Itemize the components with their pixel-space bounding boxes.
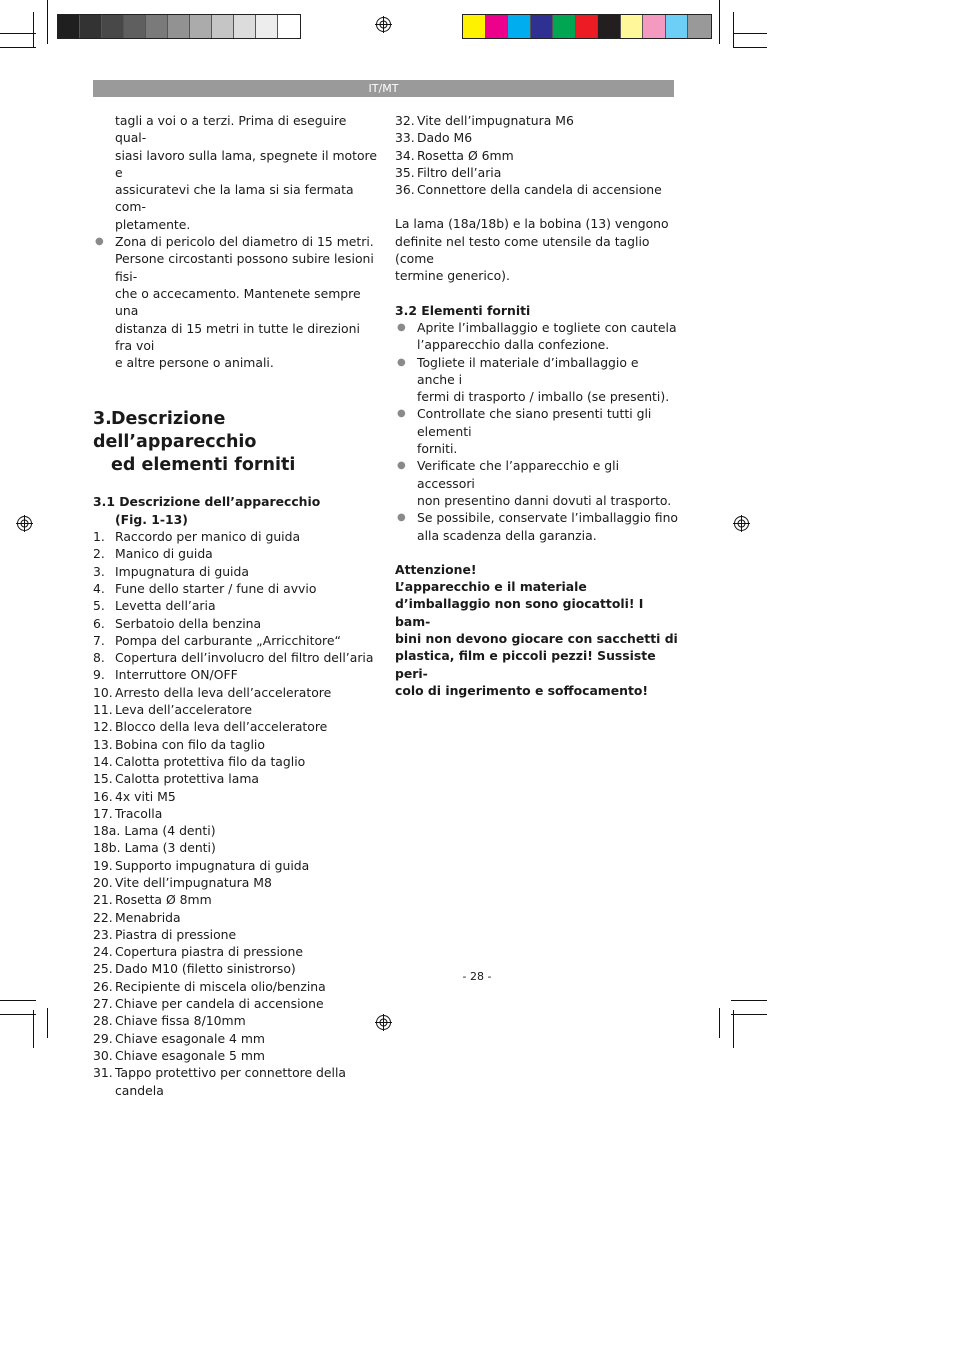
text-line: fermi di trasporto / imballo (se presenti). xyxy=(417,389,670,405)
item-number: 18b. xyxy=(93,840,121,856)
registration-mark-icon xyxy=(16,515,33,532)
color-calibration-bar xyxy=(462,14,712,39)
item-label: Fune dello starter / fune di avvio xyxy=(115,580,317,596)
list-item xyxy=(93,857,378,874)
supplied-items-list xyxy=(395,319,680,544)
item-number: 22. xyxy=(93,909,113,925)
crop-mark xyxy=(33,1010,34,1048)
item-number: 24. xyxy=(93,944,113,960)
item-label: Lama (4 denti) xyxy=(124,823,216,839)
list-item xyxy=(93,1064,378,1099)
list-item xyxy=(395,112,680,129)
bullet-icon: ● xyxy=(95,236,104,248)
note-paragraph xyxy=(395,215,680,284)
color-swatch xyxy=(553,15,576,38)
item-number: 36. xyxy=(395,182,415,198)
crop-mark xyxy=(733,47,767,48)
item-number: 30. xyxy=(93,1047,113,1063)
registration-mark-icon xyxy=(375,16,392,33)
list-item xyxy=(93,666,378,683)
crop-mark xyxy=(733,33,767,34)
crop-mark xyxy=(0,1014,36,1015)
item-number: 11. xyxy=(93,702,113,718)
language-code: IT/MT xyxy=(368,82,399,95)
item-number: 28. xyxy=(93,1013,113,1029)
item-number: 21. xyxy=(93,892,113,908)
supplied-items-heading: 3.2 Elementi forniti xyxy=(395,302,531,318)
text-line: non presentino danni dovuti al trasporto. xyxy=(417,492,672,508)
text-line: distanza di 15 metri in tutte le direzioni fra voi xyxy=(115,320,360,353)
list-item xyxy=(93,770,378,787)
supplied-bullet xyxy=(395,354,680,406)
item-number: 27. xyxy=(93,996,113,1012)
item-label: Bobina con filo da taglio xyxy=(115,736,265,752)
parts-list-continued xyxy=(395,112,680,198)
registration-mark-icon xyxy=(733,515,750,532)
item-label: Connettore della candela di accensione xyxy=(417,182,662,198)
list-item xyxy=(93,528,378,545)
text-line: d’imballaggio non sono giocattoli! I bam- xyxy=(395,596,644,629)
item-number: 18a. xyxy=(93,823,121,839)
item-label: Pompa del carburante „Arricchitore“ xyxy=(115,632,341,648)
list-item xyxy=(395,147,680,164)
item-number: 5. xyxy=(93,598,105,614)
supplied-bullet xyxy=(395,405,680,457)
color-swatch xyxy=(278,15,300,38)
subsection-title-line: (Fig. 1-13) xyxy=(115,511,188,527)
color-swatch xyxy=(80,15,102,38)
section-title-line: Descrizione dell’apparecchio xyxy=(93,409,257,453)
list-item xyxy=(395,164,680,181)
item-label: Copertura dell’involucro del filtro dell’aria xyxy=(115,650,374,666)
item-label: Vite dell’impugnatura M8 xyxy=(115,874,272,890)
text-line: che o accecamento. Mantenete sempre una xyxy=(115,285,361,319)
item-label: Impugnatura di guida xyxy=(115,563,249,579)
text-line: Zona di pericolo del diametro di 15 metri. xyxy=(115,234,374,250)
item-number: 16. xyxy=(93,788,113,804)
text-line: e altre persone o animali. xyxy=(115,355,274,371)
item-number: 6. xyxy=(93,615,105,631)
item-label: Rosetta Ø 6mm xyxy=(417,147,514,163)
item-number: 26. xyxy=(93,978,113,994)
item-label: Chiave fissa 8/10mm xyxy=(115,1013,246,1029)
list-item xyxy=(93,839,378,856)
item-number: 20. xyxy=(93,874,113,890)
item-number: 23. xyxy=(93,926,113,942)
item-number: 9. xyxy=(93,667,105,683)
bullet-icon: ● xyxy=(397,512,406,524)
color-swatch xyxy=(621,15,644,38)
crop-mark xyxy=(733,12,734,48)
text-line: alla scadenza della garanzia. xyxy=(417,527,597,543)
danger-zone-bullet xyxy=(93,233,378,371)
text-line: colo di ingerimento e soffocamento! xyxy=(395,682,649,698)
list-item xyxy=(93,1012,378,1029)
crop-mark xyxy=(47,0,48,44)
item-label: Interruttore ON/OFF xyxy=(115,667,238,683)
crop-mark xyxy=(33,12,34,48)
item-number: 15. xyxy=(93,771,113,787)
color-swatch xyxy=(168,15,190,38)
parts-list xyxy=(93,528,378,1099)
text-line: Controllate che siano presenti tutti gli elementi xyxy=(417,406,652,439)
item-label: Menabrida xyxy=(115,909,181,925)
bullet-icon: ● xyxy=(397,321,406,333)
list-item xyxy=(93,718,378,735)
color-swatch xyxy=(486,15,509,38)
list-item xyxy=(93,597,378,614)
text-line: Verificate che l’apparecchio e gli accessori xyxy=(417,458,620,491)
list-item xyxy=(93,943,378,960)
item-label: Leva dell’acceleratore xyxy=(115,702,252,718)
item-number: 3. xyxy=(93,563,105,579)
item-number: 10. xyxy=(93,684,113,700)
supplied-bullet xyxy=(395,509,680,544)
item-label: Serbatoio della benzina xyxy=(115,615,262,631)
list-item xyxy=(93,563,378,580)
item-number: 25. xyxy=(93,961,113,977)
subsection-heading xyxy=(93,493,378,528)
item-label: Recipiente di miscela olio/benzina xyxy=(115,978,326,994)
text-line: Se possibile, conservate l’imballaggio fino xyxy=(417,510,679,526)
item-label: Copertura piastra di pressione xyxy=(115,944,303,960)
list-item xyxy=(93,649,378,666)
item-number: 14. xyxy=(93,753,113,769)
item-number: 7. xyxy=(93,632,105,648)
list-item xyxy=(93,684,378,701)
list-item xyxy=(93,753,378,770)
text-line: termine generico). xyxy=(395,268,510,284)
list-item xyxy=(395,181,680,198)
crop-mark xyxy=(719,1008,720,1038)
color-swatch xyxy=(688,15,711,38)
right-column xyxy=(395,112,680,699)
text-line: La lama (18a/18b) e la bobina (13) vengono xyxy=(395,216,669,232)
color-swatch xyxy=(666,15,689,38)
item-number: 34. xyxy=(395,147,415,163)
item-number: 32. xyxy=(395,113,415,128)
item-number: 31. xyxy=(93,1065,113,1081)
item-number: 12. xyxy=(93,719,113,735)
left-column xyxy=(93,112,378,1099)
text-line: bini non devono giocare con sacchetti di xyxy=(395,631,678,647)
item-label: 4x viti M5 xyxy=(115,788,176,804)
item-label: Lama (3 denti) xyxy=(124,840,216,856)
crop-mark xyxy=(733,1010,734,1048)
item-label: Levetta dell’aria xyxy=(115,598,216,614)
list-item xyxy=(93,805,378,822)
section-number: 3. xyxy=(93,409,112,430)
color-swatch xyxy=(234,15,256,38)
item-number: 4. xyxy=(93,580,105,596)
item-label: Tappo protettivo per connettore della candela xyxy=(115,1065,347,1098)
color-swatch xyxy=(531,15,554,38)
crop-mark xyxy=(0,1000,36,1001)
list-item xyxy=(93,874,378,891)
gray-calibration-bar xyxy=(57,14,301,39)
crop-mark xyxy=(47,1008,48,1038)
list-item xyxy=(93,926,378,943)
item-number: 13. xyxy=(93,736,113,752)
item-label: Dado M6 xyxy=(417,130,473,146)
color-swatch xyxy=(576,15,599,38)
item-label: Tracolla xyxy=(115,805,163,821)
list-item xyxy=(93,736,378,753)
color-swatch xyxy=(643,15,666,38)
item-label: Dado M10 (filetto sinistrorso) xyxy=(115,961,296,977)
color-swatch xyxy=(102,15,124,38)
list-item xyxy=(93,822,378,839)
subsection-title-line: 3.1 Descrizione dell’apparecchio xyxy=(93,494,321,510)
item-label: Vite dell’impugnatura M6 xyxy=(417,113,574,128)
list-item xyxy=(93,580,378,597)
item-label: Arresto della leva dell’acceleratore xyxy=(115,684,332,700)
list-item xyxy=(93,909,378,926)
item-label: Chiave esagonale 4 mm xyxy=(115,1030,265,1046)
list-item xyxy=(93,615,378,632)
list-item xyxy=(93,1030,378,1047)
section-heading xyxy=(93,408,378,477)
text-line: L’apparecchio e il materiale xyxy=(395,579,587,595)
color-swatch xyxy=(463,15,486,38)
item-label: Blocco della leva dell’acceleratore xyxy=(115,719,328,735)
item-number: 17. xyxy=(93,805,113,821)
text-line: Togliete il materiale d’imballaggio e anche i xyxy=(417,354,639,387)
item-label: Rosetta Ø 8mm xyxy=(115,892,212,908)
bullet-icon: ● xyxy=(397,356,406,368)
text-line: definite nel testo come utensile da taglio (come xyxy=(395,233,650,267)
text-line: plastica, film e piccoli pezzi! Sussiste peri- xyxy=(395,648,656,681)
crop-mark xyxy=(731,1000,767,1001)
list-item xyxy=(93,891,378,908)
item-label: Calotta protettiva filo da taglio xyxy=(115,753,306,769)
crop-mark xyxy=(719,0,720,44)
text-line: pletamente. xyxy=(115,216,191,232)
text-line: siasi lavoro sulla lama, spegnete il motore e xyxy=(115,147,377,180)
list-item xyxy=(93,788,378,805)
warning-title: Attenzione! xyxy=(395,561,477,577)
list-item xyxy=(93,632,378,649)
item-number: 2. xyxy=(93,546,105,562)
item-label: Chiave per candela di accensione xyxy=(115,996,324,1012)
section-title-line: ed elementi forniti xyxy=(111,455,296,476)
item-label: Chiave esagonale 5 mm xyxy=(115,1047,265,1063)
list-item xyxy=(93,701,378,718)
warning-block xyxy=(395,561,680,699)
crop-mark xyxy=(731,1014,767,1015)
item-label: Manico di guida xyxy=(115,546,213,562)
color-swatch xyxy=(598,15,621,38)
text-line: tagli a voi o a terzi. Prima di eseguire qual- xyxy=(115,113,347,146)
item-label: Piastra di pressione xyxy=(115,926,237,942)
color-swatch xyxy=(124,15,146,38)
item-number: 35. xyxy=(395,164,415,180)
crop-mark xyxy=(0,47,36,48)
intro-paragraph xyxy=(93,112,378,233)
color-swatch xyxy=(212,15,234,38)
list-item xyxy=(93,995,378,1012)
item-label: Calotta protettiva lama xyxy=(115,771,259,787)
item-number: 29. xyxy=(93,1030,113,1046)
item-label: Raccordo per manico di guida xyxy=(115,529,301,545)
color-swatch xyxy=(256,15,278,38)
color-swatch xyxy=(190,15,212,38)
page-number: - 28 - xyxy=(462,970,492,983)
language-header xyxy=(93,80,674,97)
color-swatch xyxy=(58,15,80,38)
text-line: l’apparecchio dalla confezione. xyxy=(417,337,610,353)
item-number: 19. xyxy=(93,857,113,873)
list-item xyxy=(93,1047,378,1064)
color-swatch xyxy=(146,15,168,38)
supplied-bullet xyxy=(395,319,680,354)
item-number: 33. xyxy=(395,130,415,146)
bullet-icon: ● xyxy=(397,408,406,420)
color-swatch xyxy=(508,15,531,38)
crop-mark xyxy=(0,33,36,34)
text-line: Aprite l’imballaggio e togliete con cautela xyxy=(417,319,677,335)
list-item xyxy=(395,129,680,146)
item-number: 8. xyxy=(93,650,105,666)
item-number: 1. xyxy=(93,529,105,545)
list-item xyxy=(93,545,378,562)
supplied-bullet xyxy=(395,457,680,509)
text-line: Persone circostanti possono subire lesioni fisi- xyxy=(115,251,374,284)
text-line: forniti. xyxy=(417,441,458,457)
item-label: Filtro dell’aria xyxy=(417,164,502,180)
item-label: Supporto impugnatura di guida xyxy=(115,857,310,873)
text-line: assicuratevi che la lama si sia fermata com- xyxy=(115,182,354,215)
bullet-icon: ● xyxy=(397,460,406,472)
